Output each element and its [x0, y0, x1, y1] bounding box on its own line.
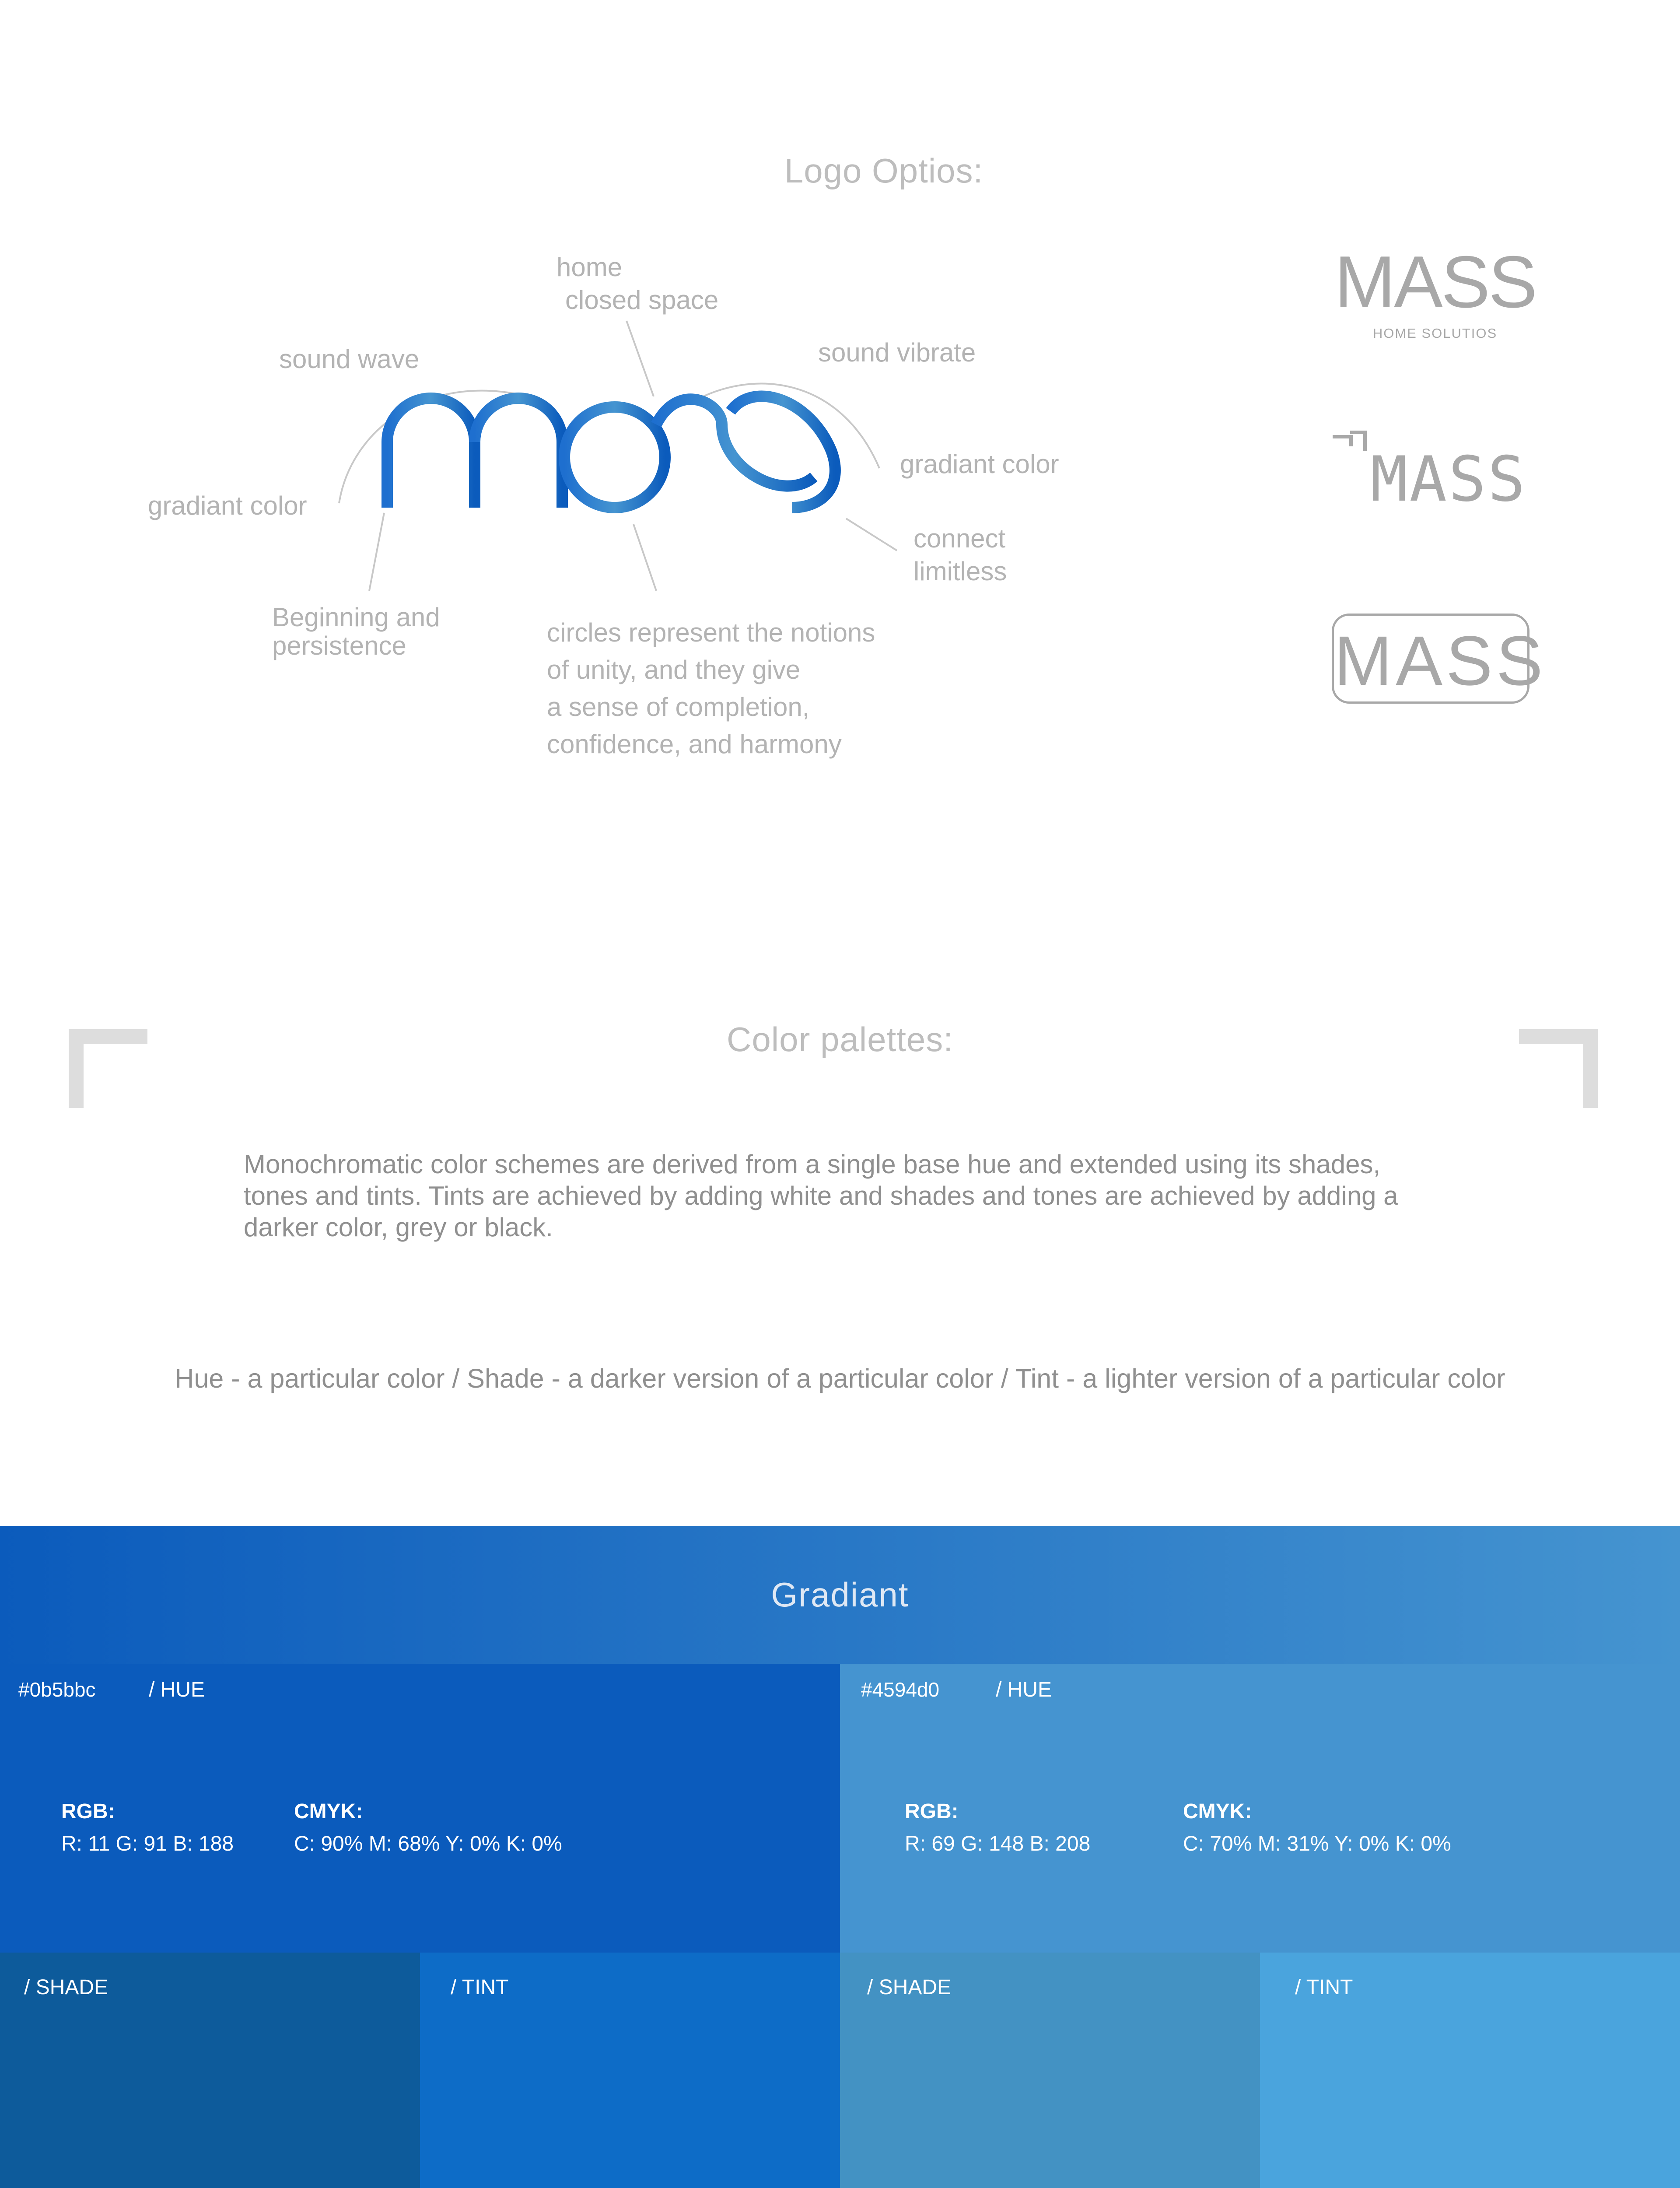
logo-option-1: [1334, 241, 1536, 341]
swatch-tint-1: [420, 1953, 840, 2188]
logo-option-2: [1330, 429, 1536, 516]
annotation-circles-4: confidence, and harmony: [547, 729, 842, 759]
annotation-circles-3: a sense of completion,: [547, 692, 810, 722]
annotation-gradiant-right: gradiant color: [900, 449, 1059, 479]
logo-option-3-wordmark: MASS: [1334, 621, 1547, 700]
swatch-hue-1-cmyk-label: CMYK:: [294, 1800, 363, 1823]
logo-option-1-tagline: HOME SOLUTIOS: [1372, 326, 1498, 341]
logo-option-2-mark: [1330, 429, 1374, 473]
palette-description: Monochromatic color schemes are derived from a single base hue and extended using its shades, tones and tints. Tints are achieved by adding white and shades and tones are achieved by adding a darker color, grey or black.: [244, 1150, 1398, 1242]
swatch-hue-2-hex: #4594d0: [861, 1678, 940, 1701]
annotation-gradiant-left: gradiant color: [148, 491, 307, 520]
swatch-hue-1-tag: / HUE: [149, 1678, 205, 1701]
annotation-closed-space: closed space: [565, 285, 719, 315]
swatch-tint-2-tag: / TINT: [1295, 1976, 1353, 1999]
swatch-hue-1-cmyk: C: 90% M: 68% Y: 0% K: 0%: [294, 1832, 562, 1855]
swatch-shade-2: [840, 1953, 1260, 2188]
swatch-hue-2: [840, 1664, 1680, 1953]
swatch-hue-1-hex: #0b5bbc: [18, 1678, 96, 1701]
annotation-home: home: [556, 252, 623, 282]
logo-section-title: Logo Optios:: [784, 151, 984, 190]
swatch-hue-1-rgb: R: 11 G: 91 B: 188: [61, 1832, 234, 1855]
annotation-circles-2: of unity, and they give: [547, 655, 801, 684]
annotation-circles-1: circles represent the notions: [547, 618, 875, 647]
annotation-beginning-2: persistence: [272, 631, 406, 660]
gradient-band: [0, 1526, 1680, 1664]
gradient-band-label: Gradiant: [771, 1575, 909, 1614]
annotation-sound-vibrate: sound vibrate: [818, 338, 976, 367]
annotation-beginning-1: Beginning and: [272, 603, 440, 632]
swatch-shade-1-tag: / SHADE: [24, 1976, 108, 1999]
swatch-hue-2-rgb: R: 69 G: 148 B: 208: [905, 1832, 1091, 1855]
annotation-sound-wave: sound wave: [279, 344, 420, 374]
swatch-hue-1-rgb-label: RGB:: [61, 1800, 115, 1823]
swatch-tint-2: [1260, 1953, 1680, 2188]
logo-option-2-wordmark: MASS: [1370, 443, 1527, 515]
annotation-connect: connect: [914, 524, 1006, 553]
logo-option-3: [1332, 614, 1547, 704]
logo-option-1-wordmark: MASS: [1334, 241, 1536, 323]
swatch-hue-1: [0, 1664, 840, 1953]
swatch-hue-2-rgb-label: RGB:: [905, 1800, 959, 1823]
hue-definition: Hue - a particular color / Shade - a darker version of a particular color / Tint - a lighter version of a particular color: [175, 1364, 1505, 1393]
swatch-shade-2-tag: / SHADE: [867, 1976, 952, 1999]
swatch-hue-2-tag: / HUE: [996, 1678, 1052, 1701]
swatch-shade-1: [0, 1953, 420, 2188]
swatch-tint-1-tag: / TINT: [451, 1976, 509, 1999]
swatch-hue-2-cmyk: C: 70% M: 31% Y: 0% K: 0%: [1183, 1832, 1451, 1855]
mass-main-logo: [376, 385, 858, 516]
swatch-hue-2-cmyk-label: CMYK:: [1183, 1800, 1252, 1823]
annotation-limitless: limitless: [914, 557, 1007, 586]
palette-section-title: Color palettes:: [727, 1020, 953, 1059]
